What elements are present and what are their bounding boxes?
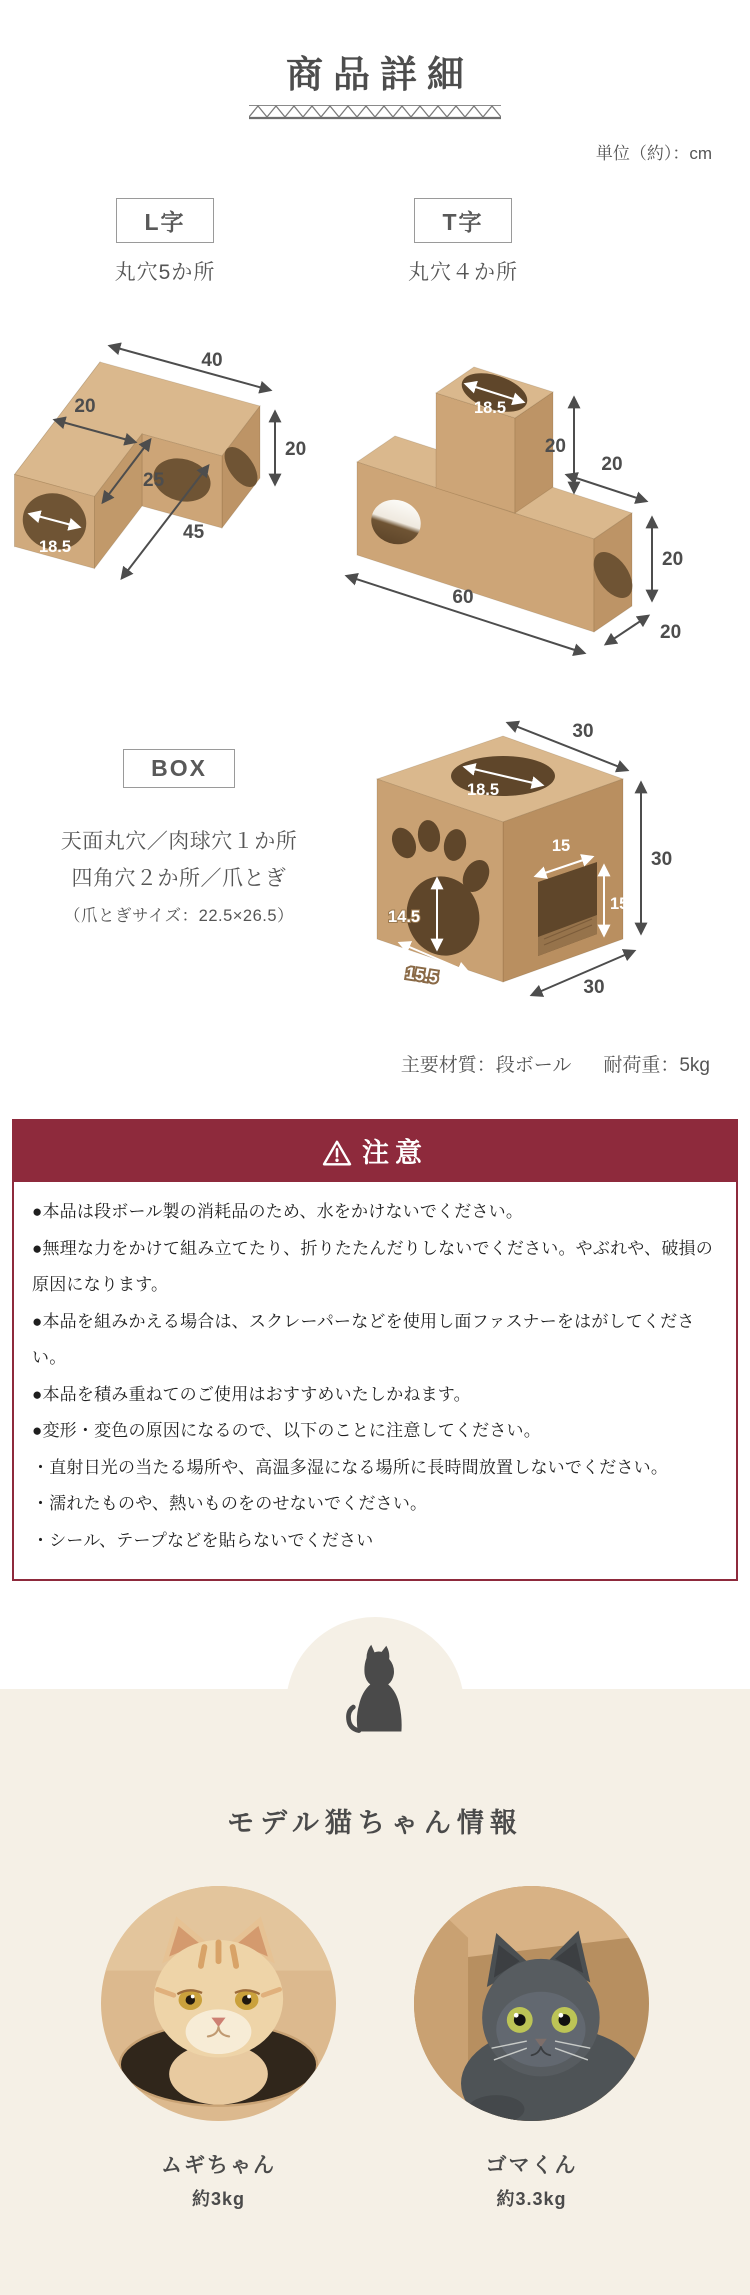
caution-item: ●無理な力をかけて組み立てたり、折りたたんだりしないでください。やぶれや、破損の原因になります。 [32, 1238, 713, 1295]
dim-label: 25 [143, 470, 165, 491]
box-info [14, 679, 344, 1024]
caution-body [14, 1182, 736, 1579]
dim-label: 15.5 [404, 964, 440, 987]
dim-label: 20 [660, 622, 682, 643]
caution-item: ・直射日光の当たる場所や、高温多湿になる場所に長時間放置しないでください。 [32, 1457, 669, 1477]
cat-name: ゴマくん [485, 2154, 578, 2178]
warning-icon [322, 1139, 352, 1167]
dim-label: 20 [285, 439, 307, 460]
model-cats-heading: モデル猫ちゃん情報 [227, 1808, 523, 1839]
cat-card-mugi [101, 1886, 336, 2211]
dim-label: 45 [183, 522, 205, 543]
dim-label: 14.5 [388, 908, 421, 926]
dim-label: 30 [583, 977, 605, 998]
dim-label: 20 [662, 549, 684, 570]
unit-note: 単位（約）：cm [595, 144, 712, 163]
cat-silhouette-icon [342, 1639, 408, 1743]
caution-item: ●本品を組みかえる場合は、スクレーパーなどを使用し面ファスナーをはがしてください。 [32, 1311, 695, 1368]
cat-name: ムギちゃん [161, 2154, 276, 2178]
caution-item: ●本品は段ボール製の消耗品のため、水をかけないでください。 [32, 1202, 524, 1221]
dim-label: 60 [452, 587, 474, 608]
box-desc-line3: （爪とぎサイズ：22.5×26.5） [63, 906, 295, 925]
dim-label: 18.5 [473, 399, 507, 417]
tshape-diagram [330, 332, 750, 662]
caution-item: ●変形・変色の原因になるので、以下のことに注意してください。 [32, 1421, 541, 1441]
material-note [0, 1050, 750, 1077]
dim-label: 18.5 [466, 781, 500, 799]
tshape-label: T字 [414, 198, 511, 243]
box-label: BOX [123, 749, 235, 788]
load-text: 耐荷重：5kg [603, 1055, 710, 1076]
box-desc-line2: 四角穴２か所／爪とぎ [71, 866, 287, 890]
box-desc-line1: 天面丸穴／肉球穴１か所 [60, 830, 298, 853]
tshape-column [330, 198, 750, 667]
cat-weight: 約3kg [191, 2189, 246, 2210]
box-row [0, 679, 750, 1024]
caution-panel [12, 1119, 738, 1581]
cat-cards [0, 1886, 750, 2211]
shapes-row [0, 198, 750, 667]
lshape-label: L字 [116, 198, 213, 243]
dim-label: 20 [74, 396, 96, 417]
lshape-holes-note: 丸穴5か所 [114, 261, 216, 284]
dim-label: 20 [601, 454, 623, 475]
caution-item: ・シール、テープなどを貼らないでください [32, 1530, 374, 1550]
cat-photo-goma [414, 1886, 649, 2121]
caution-item: ・濡れたものや、熱いものをのせないでください。 [32, 1494, 428, 1514]
model-cats-section [0, 1689, 750, 2295]
header [0, 0, 750, 125]
dim-label: 40 [201, 350, 223, 371]
cat-card-goma [414, 1886, 649, 2211]
corrugated-underline [0, 104, 750, 125]
lshape-diagram [5, 312, 325, 612]
dim-label: 30 [651, 849, 673, 870]
dim-label: 15 [610, 895, 629, 913]
cat-weight: 約3.3kg [496, 2189, 567, 2210]
dim-label: 20 [544, 436, 566, 457]
dim-label: 15 [551, 837, 571, 855]
tshape-holes-note: 丸穴４か所 [408, 261, 518, 284]
lshape-column [0, 198, 330, 667]
cat-photo-mugi [101, 1886, 336, 2121]
material-text: 主要材質：段ボール [400, 1055, 572, 1076]
page-title: 商品詳細 [286, 54, 474, 95]
dim-label: 18.5 [38, 538, 72, 556]
box-diagram [330, 679, 750, 1019]
caution-title: 注意 [362, 1138, 428, 1168]
caution-header [14, 1121, 736, 1182]
dim-label: 30 [572, 721, 594, 742]
caution-item: ●本品を積み重ねてのご使用はおすすめいたしかねます。 [32, 1384, 471, 1404]
